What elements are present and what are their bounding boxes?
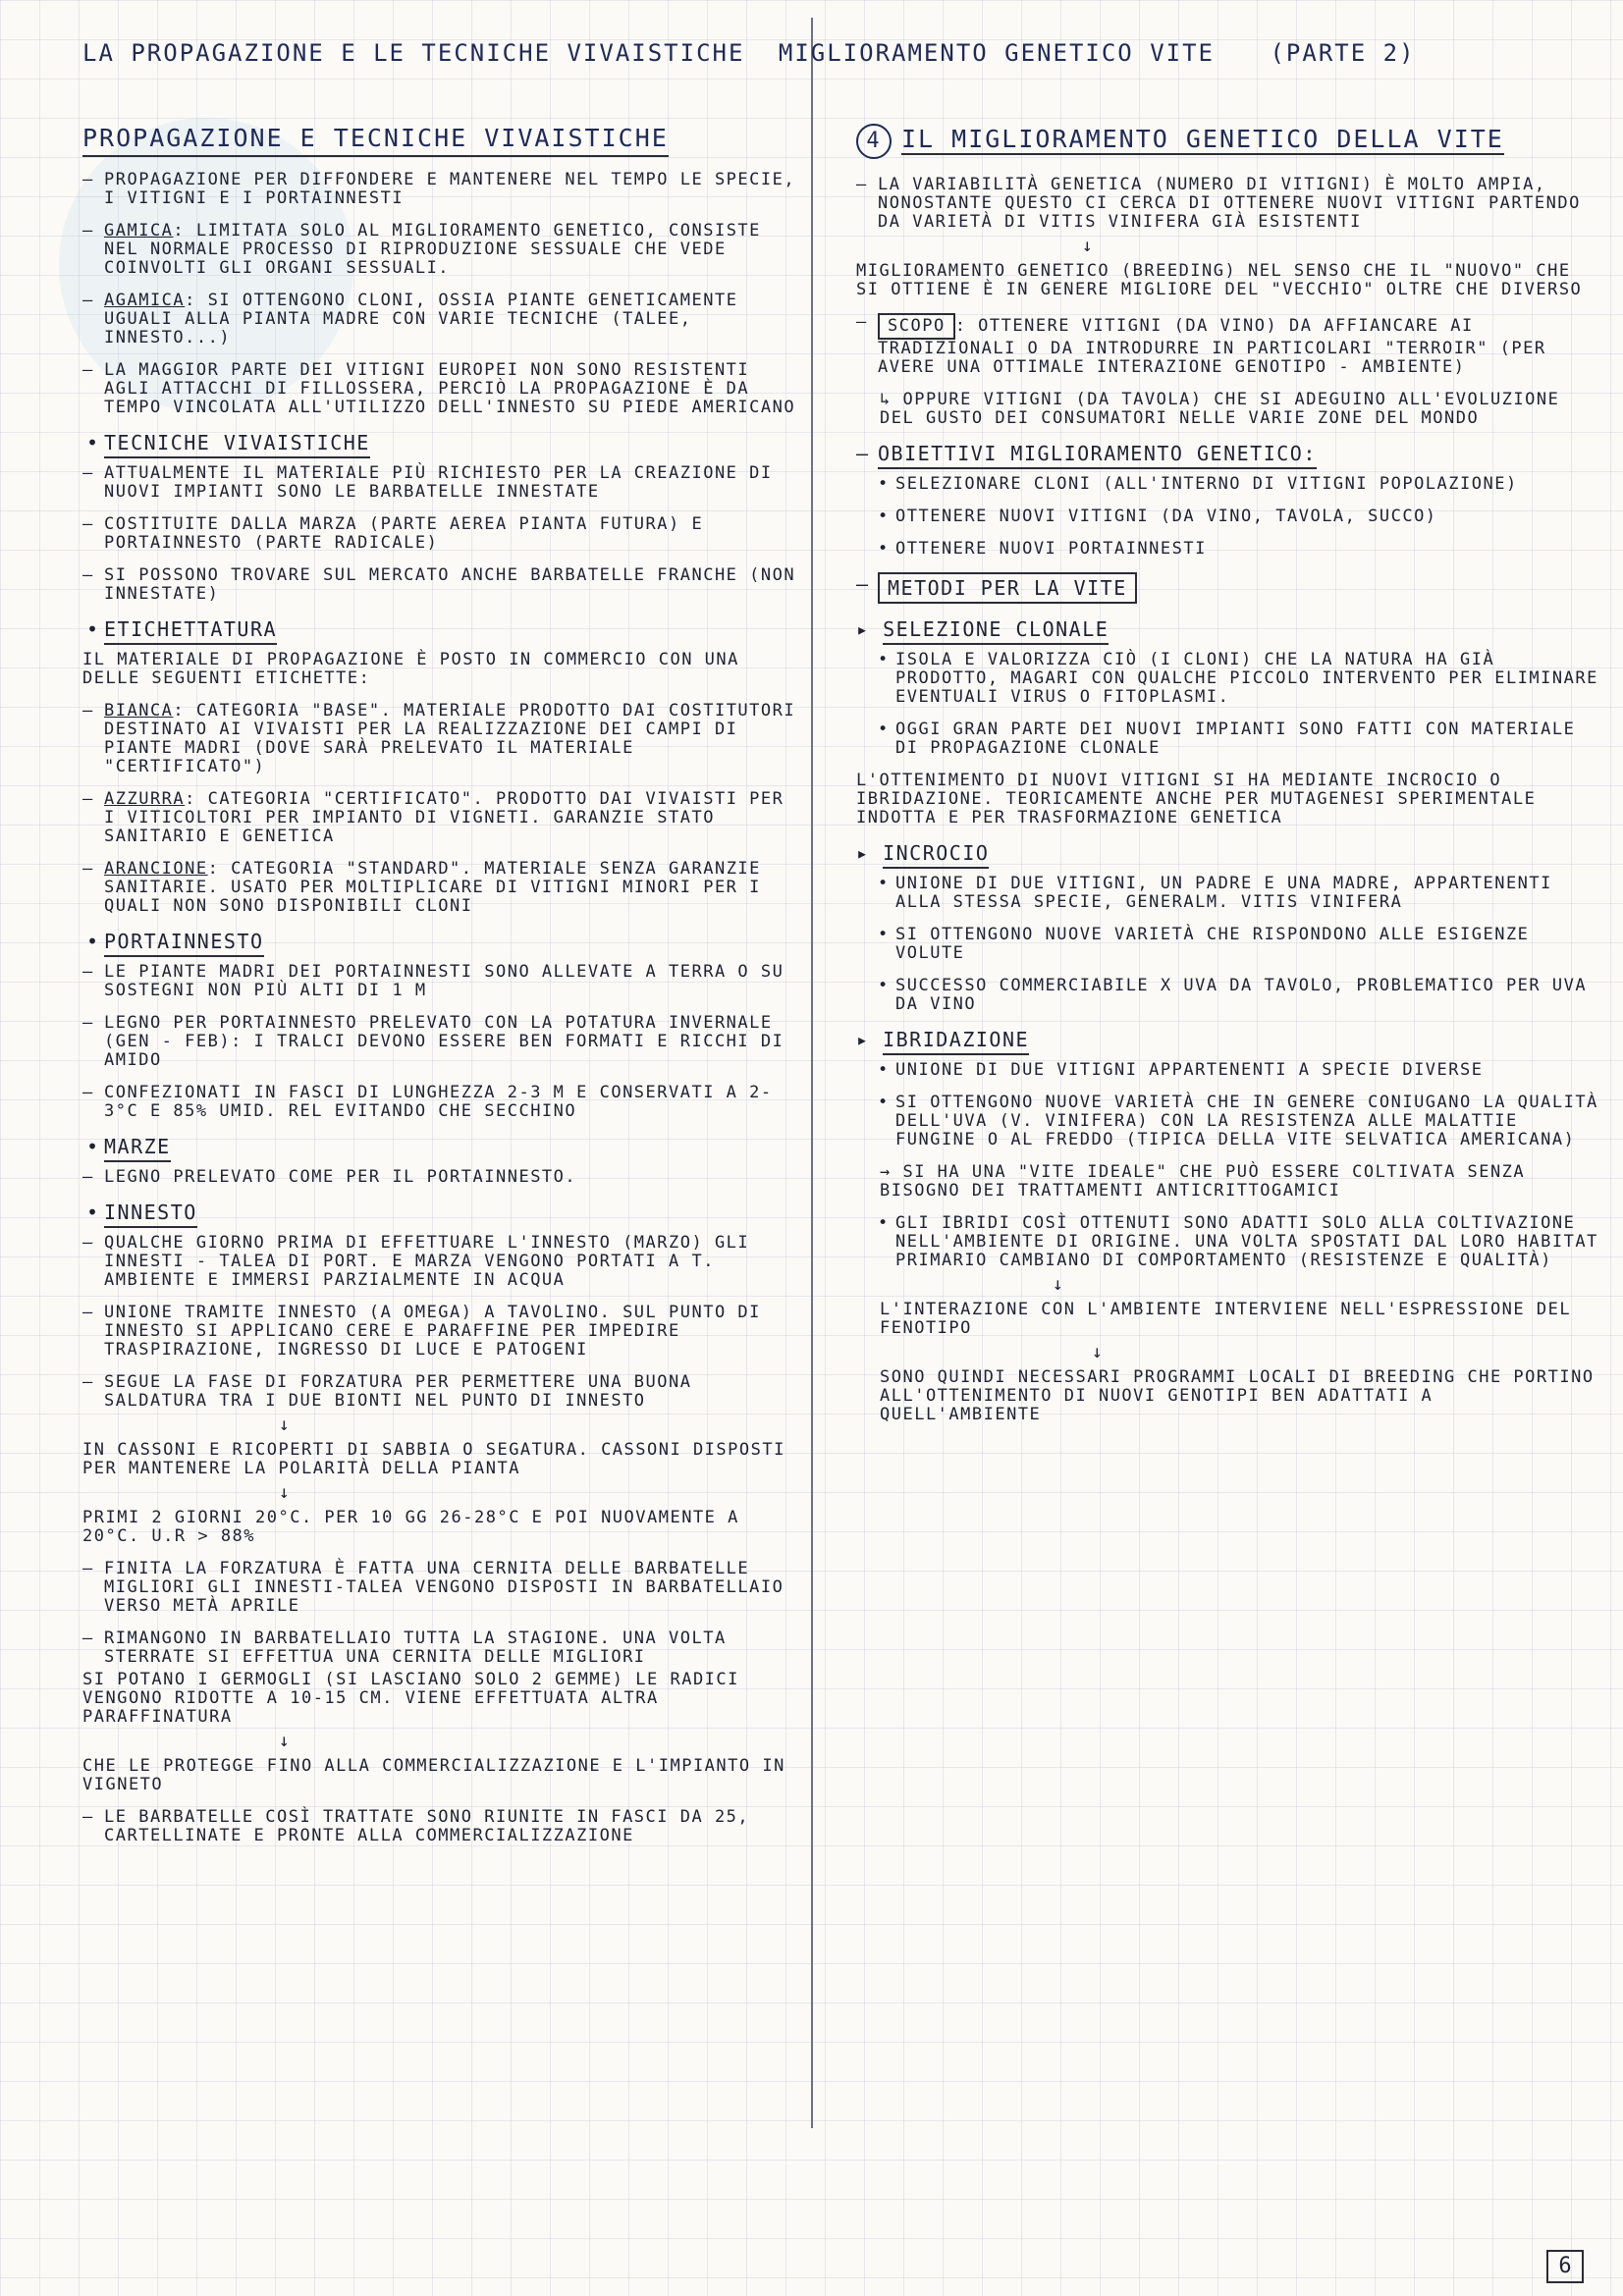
variabilita-text: – LA VARIABILITÀ GENETICA (NUMERO DI VITIGNI) È MOLTO AMPIA, NONOSTANTE QUESTO CI CERCA DI OTTENERE NUOVI VITIGNI PARTENDO DA VARIETÀ DI VITIS VINIFERA GIÀ ESISTENTI: [856, 176, 1600, 232]
innesto-item-6: – LE BARBATELLE COSÌ TRATTATE SONO RIUNITE IN FASCI DA 25, CARTELLINATE E PRONTE ALLA COMMERCIALIZZAZIONE: [82, 1808, 797, 1845]
ottenimento-text: L'OTTENIMENTO DI NUOVI VITIGNI SI HA MEDIANTE INCROCIO O IBRIDAZIONE. TEORICAMENTE ANCHE PER MUTAGENESI SPERIMENTALE INDOTTA E PER TRASFORMAZIONE GENETICA: [856, 771, 1537, 828]
down-arrow-icon: ↓: [1053, 1274, 1063, 1295]
right-column: [856, 124, 1600, 1438]
page-title: [82, 39, 1536, 67]
obiettivi-heading: – OBIETTIVI MIGLIORAMENTO GENETICO:: [856, 442, 1600, 465]
ibridazione-item-5: L'INTERAZIONE CON L'AMBIENTE INTERVIENE NELL'ESPRESSIONE DEL FENOTIPO: [880, 1300, 1572, 1338]
innesto-item-2: – UNIONE TRAMITE INNESTO (A OMEGA) A TAVOLINO. SUL PUNTO DI INNESTO SI APPLICANO CERE E PARAFFINE PER IMPEDIRE TRASPIRAZIONE, INGRESSO DI LUCE E PATOGENI: [82, 1304, 797, 1360]
incrocio-item-3: • SUCCESSO COMMERCIABILE X UVA DA TAVOLO, PROBLEMATICO PER UVA DA VINO: [856, 977, 1600, 1014]
selezione-item-2: • OGGI GRAN PARTE DEI NUOVI IMPIANTI SONO FATTI CON MATERIALE DI PROPAGAZIONE CLONALE: [856, 721, 1600, 758]
portainnesto-heading: • PORTAINNESTO: [82, 930, 797, 953]
obiettivi-item-2: • OTTENERE NUOVI VITIGNI (DA VINO, TAVOLA, SUCCO): [856, 507, 1600, 526]
etichettatura-heading: • ETICHETTATURA: [82, 617, 797, 641]
bianca-text: : CATEGORIA "BASE". MATERIALE PRODOTTO DAI COSTITUTORI DESTINATO AI VIVAISTI PER LA REALIZZAZIONE DEI CAMPI DI PIANTE MADRI (DOVE SARÀ PRELEVATO IL MATERIALE "CERTIFICATO"): [104, 701, 796, 776]
title-part: (PARTE 2): [1270, 39, 1416, 67]
ibridazione-item-2: • SI OTTENGONO NUOVE VARIETÀ CHE IN GENERE CONIUGANO LA QUALITÀ DELL'UVA (V. VINIFERA) CON LA RESISTENZA ALLE MALATTIE FUNGINE O AL FREDDO (TIPICA DELLA VITE SELVATICA AMERICANA): [856, 1094, 1600, 1149]
agamica-label: AGAMICA: [104, 291, 186, 310]
portainnesto-item-1: – LE PIANTE MADRI DEI PORTAINNESTI SONO ALLEVATE A TERRA O SU SOSTEGNI NON PIÙ ALTI DI 1 M: [82, 963, 797, 1000]
agamica-text: : SI OTTENGONO CLONI, OSSIA PIANTE GENETICAMENTE UGUALI ALLA PIANTA MADRE CON VARIE TECNICHE (TALEE, INNESTO...): [104, 291, 738, 347]
down-arrow-icon: ↓: [1082, 236, 1093, 256]
ibridazione-item-4: • GLI IBRIDI COSÌ OTTENUTI SONO ADATTI SOLO ALLA COLTIVAZIONE NELL'AMBIENTE DI ORIGINE. UNA VOLTA SPOSTATI DAL LORO HABITAT PRIMARIO CAMBIANO DI COMPORTAMENTO (RESISTENZE E QUALITÀ): [856, 1214, 1600, 1270]
bianca-label: BIANCA: [104, 701, 174, 721]
incrocio-heading: ▸ INCROCIO: [856, 841, 1600, 865]
right-heading: 4 IL MIGLIORAMENTO GENETICO DELLA VITE: [856, 124, 1504, 162]
innesto-item-3c: PRIMI 2 GIORNI 20°C. PER 10 GG 26-28°C E POI NUOVAMENTE A 20°C. U.R > 88%: [82, 1508, 739, 1546]
page-number: 6: [1546, 2250, 1584, 2283]
scopo-item: [856, 313, 1600, 377]
innesto-item-3b: IN CASSONI E RICOPERTI DI SABBIA O SEGATURA. CASSONI DISPOSTI PER MANTENERE LA POLARITÀ DELLA PIANTA: [82, 1440, 785, 1478]
azzurra-item: [82, 790, 797, 846]
selezione-item-1: • ISOLA E VALORIZZA CIÒ (I CLONI) CHE LA NATURA HA GIÀ PRODOTTO, MAGARI CON QUALCHE PICCOLO INTERVENTO PER ELIMINARE EVENTUALI VIRUS O FITOPLASMI.: [856, 651, 1600, 707]
tecniche-item-2: – COSTITUITE DALLA MARZA (PARTE AEREA PIANTA FUTURA) E PORTAINNESTO (PARTE RADICALE): [82, 515, 797, 553]
title-right: MIGLIORAMENTO GENETICO VITE: [778, 39, 1216, 67]
azzurra-text: : CATEGORIA "CERTIFICATO". PRODOTTO DAI VIVAISTI PER I VITICOLTORI PER IMPIANTO DI VIGNETI. GARANZIE STATO SANITARIO E GENETICA: [104, 789, 784, 846]
scopo-item-2: ↳ OPPURE VITIGNI (DA TAVOLA) CHE SI ADEGUINO ALL'EVOLUZIONE DEL GUSTO DEI CONSUMATORI NELLE VARIE ZONE DEL MONDO: [880, 390, 1560, 428]
obiettivi-item-3: • OTTENERE NUOVI PORTAINNESTI: [856, 540, 1600, 559]
incrocio-item-1: • UNIONE DI DUE VITIGNI, UN PADRE E UNA MADRE, APPARTENENTI ALLA STESSA SPECIE, GENERALM. VITIS VINIFERA: [856, 875, 1600, 912]
down-arrow-icon: ↓: [1092, 1342, 1103, 1362]
portainnesto-item-3: – CONFEZIONATI IN FASCI DI LUNGHEZZA 2-3 M E CONSERVATI A 2-3°C E 85% UMID. REL EVITANDO CHE SECCHINO: [82, 1084, 797, 1121]
selezione-heading: ▸ SELEZIONE CLONALE: [856, 617, 1600, 641]
miglioramento-text: MIGLIORAMENTO GENETICO (BREEDING) NEL SENSO CHE IL "NUOVO" CHE SI OTTIENE È IN GENERE MIGLIORE DEL "VECCHIO" OLTRE CHE DIVERSO: [856, 261, 1583, 299]
tecniche-item-1: – ATTUALMENTE IL MATERIALE PIÙ RICHIESTO PER LA CREAZIONE DI NUOVI IMPIANTI SONO LE BARBATELLE INNESTATE: [82, 464, 797, 502]
scopo-label: SCOPO: [878, 313, 955, 340]
innesto-item-5b: SI POTANO I GERMOGLI (SI LASCIANO SOLO 2 GEMME) LE RADICI VENGONO RIDOTTE A 10-15 CM. VIENE EFFETTUATA ALTRA PARAFFINATURA: [82, 1670, 739, 1727]
metodi-heading: – METODI PER LA VITE: [856, 572, 1600, 604]
ibridazione-item-1: • UNIONE DI DUE VITIGNI APPARTENENTI A SPECIE DIVERSE: [856, 1061, 1600, 1080]
column-divider: [811, 18, 813, 2128]
ibridazione-heading: ▸ IBRIDAZIONE: [856, 1028, 1600, 1051]
left-heading: PROPAGAZIONE E TECNICHE VIVAISTICHE: [82, 124, 669, 157]
scopo-text: : OTTENERE VITIGNI (DA VINO) DA AFFIANCARE AI TRADIZIONALI O DA INTRODURRE IN PARTICOLARI "TERROIR" (PER AVERE UNA OTTIMALE INTERAZIONE GENOTIPO - AMBIENTE): [878, 316, 1546, 377]
portainnesto-item-2: – LEGNO PER PORTAINNESTO PRELEVATO CON LA POTATURA INVERNALE (GEN - FEB): I TRALCI DEVONO ESSERE BEN FORMATI E RICCHI DI AMIDO: [82, 1014, 797, 1070]
bianca-item: [82, 702, 797, 776]
agamica-item: [82, 292, 797, 347]
filossera-text: – LA MAGGIOR PARTE DEI VITIGNI EUROPEI NON SONO RESISTENTI AGLI ATTACCHI DI FILLOSSERA, PERCIÒ LA PROPAGAZIONE È DA TEMPO VINCOLATA ALL'UTILIZZO DELL'INNESTO SU PIEDE AMERICANO: [82, 361, 797, 417]
down-arrow-icon: ↓: [279, 1415, 290, 1435]
tecniche-item-3: – SI POSSONO TROVARE SUL MERCATO ANCHE BARBATELLE FRANCHE (NON INNESTATE): [82, 566, 797, 604]
arancione-text: : CATEGORIA "STANDARD". MATERIALE SENZA GARANZIE SANITARIE. USATO PER MOLTIPLICARE DI VITIGNI MINORI PER I QUALI NON SONO DISPONIBILI CLONI: [104, 859, 761, 916]
ibridazione-item-6: SONO QUINDI NECESSARI PROGRAMMI LOCALI DI BREEDING CHE PORTINO ALL'OTTENIMENTO DI NUOVI GENOTIPI BEN ADATTATI A QUELL'AMBIENTE: [880, 1367, 1595, 1424]
innesto-heading: • INNESTO: [82, 1201, 797, 1224]
marze-heading: • MARZE: [82, 1135, 797, 1158]
title-left: LA PROPAGAZIONE E LE TECNICHE VIVAISTICHE: [82, 39, 745, 67]
innesto-item-4: – FINITA LA FORZATURA È FATTA UNA CERNITA DELLE BARBATELLE MIGLIORI GLI INNESTI-TALEA VENGONO DISPOSTI IN BARBATELLAIO VERSO METÀ APRILE: [82, 1560, 797, 1616]
innesto-item-3: – SEGUE LA FASE DI FORZATURA PER PERMETTERE UNA BUONA SALDATURA TRA I DUE BIONTI NEL PUNTO DI INNESTO: [82, 1373, 797, 1411]
arancione-item: [82, 860, 797, 916]
down-arrow-icon: ↓: [279, 1482, 290, 1503]
innesto-item-5: – RIMANGONO IN BARBATELLAIO TUTTA LA STAGIONE. UNA VOLTA STERRATE SI EFFETTUA UNA CERNITA DELLE MIGLIORI: [82, 1629, 797, 1667]
innesto-item-1: – QUALCHE GIORNO PRIMA DI EFFETTUARE L'INNESTO (MARZO) GLI INNESTI - TALEA DI PORT. E MARZA VENGONO PORTATI A T. AMBIENTE E IMMERSI PARZIALMENTE IN ACQUA: [82, 1234, 797, 1290]
left-column: [82, 124, 797, 1859]
marze-item-1: – LEGNO PRELEVATO COME PER IL PORTAINNESTO.: [82, 1168, 797, 1187]
section-number: 4: [856, 124, 892, 159]
azzurra-label: AZZURRA: [104, 789, 186, 809]
intro-text: – PROPAGAZIONE PER DIFFONDERE E MANTENERE NEL TEMPO LE SPECIE, I VITIGNI E I PORTAINNESTI: [82, 171, 797, 208]
gamica-text: : LIMITATA SOLO AL MIGLIORAMENTO GENETICO, CONSISTE NEL NORMALE PROCESSO DI RIPRODUZIONE SESSUALE CHE VEDE COINVOLTI GLI ORGANI SESSUALI.: [104, 221, 761, 278]
ibridazione-item-3: → SI HA UNA "VITE IDEALE" CHE PUÒ ESSERE COLTIVATA SENZA BISOGNO DEI TRATTAMENTI ANTICRITTOGAMICI: [880, 1162, 1526, 1201]
gamica-label: GAMICA: [104, 221, 174, 240]
obiettivi-item-1: • SELEZIONARE CLONI (ALL'INTERNO DI VITIGNI POPOLAZIONE): [856, 475, 1600, 494]
down-arrow-icon: ↓: [279, 1731, 290, 1751]
arancione-label: ARANCIONE: [104, 859, 208, 879]
innesto-item-5c: CHE LE PROTEGGE FINO ALLA COMMERCIALIZZAZIONE E L'IMPIANTO IN VIGNETO: [82, 1756, 785, 1794]
tecniche-heading: • TECNICHE VIVAISTICHE: [82, 431, 797, 454]
incrocio-item-2: • SI OTTENGONO NUOVE VARIETÀ CHE RISPONDONO ALLE ESIGENZE VOLUTE: [856, 926, 1600, 963]
gamica-item: [82, 222, 797, 278]
etichettatura-intro: IL MATERIALE DI PROPAGAZIONE È POSTO IN COMMERCIO CON UNA DELLE SEGUENTI ETICHETTE:: [82, 650, 739, 688]
